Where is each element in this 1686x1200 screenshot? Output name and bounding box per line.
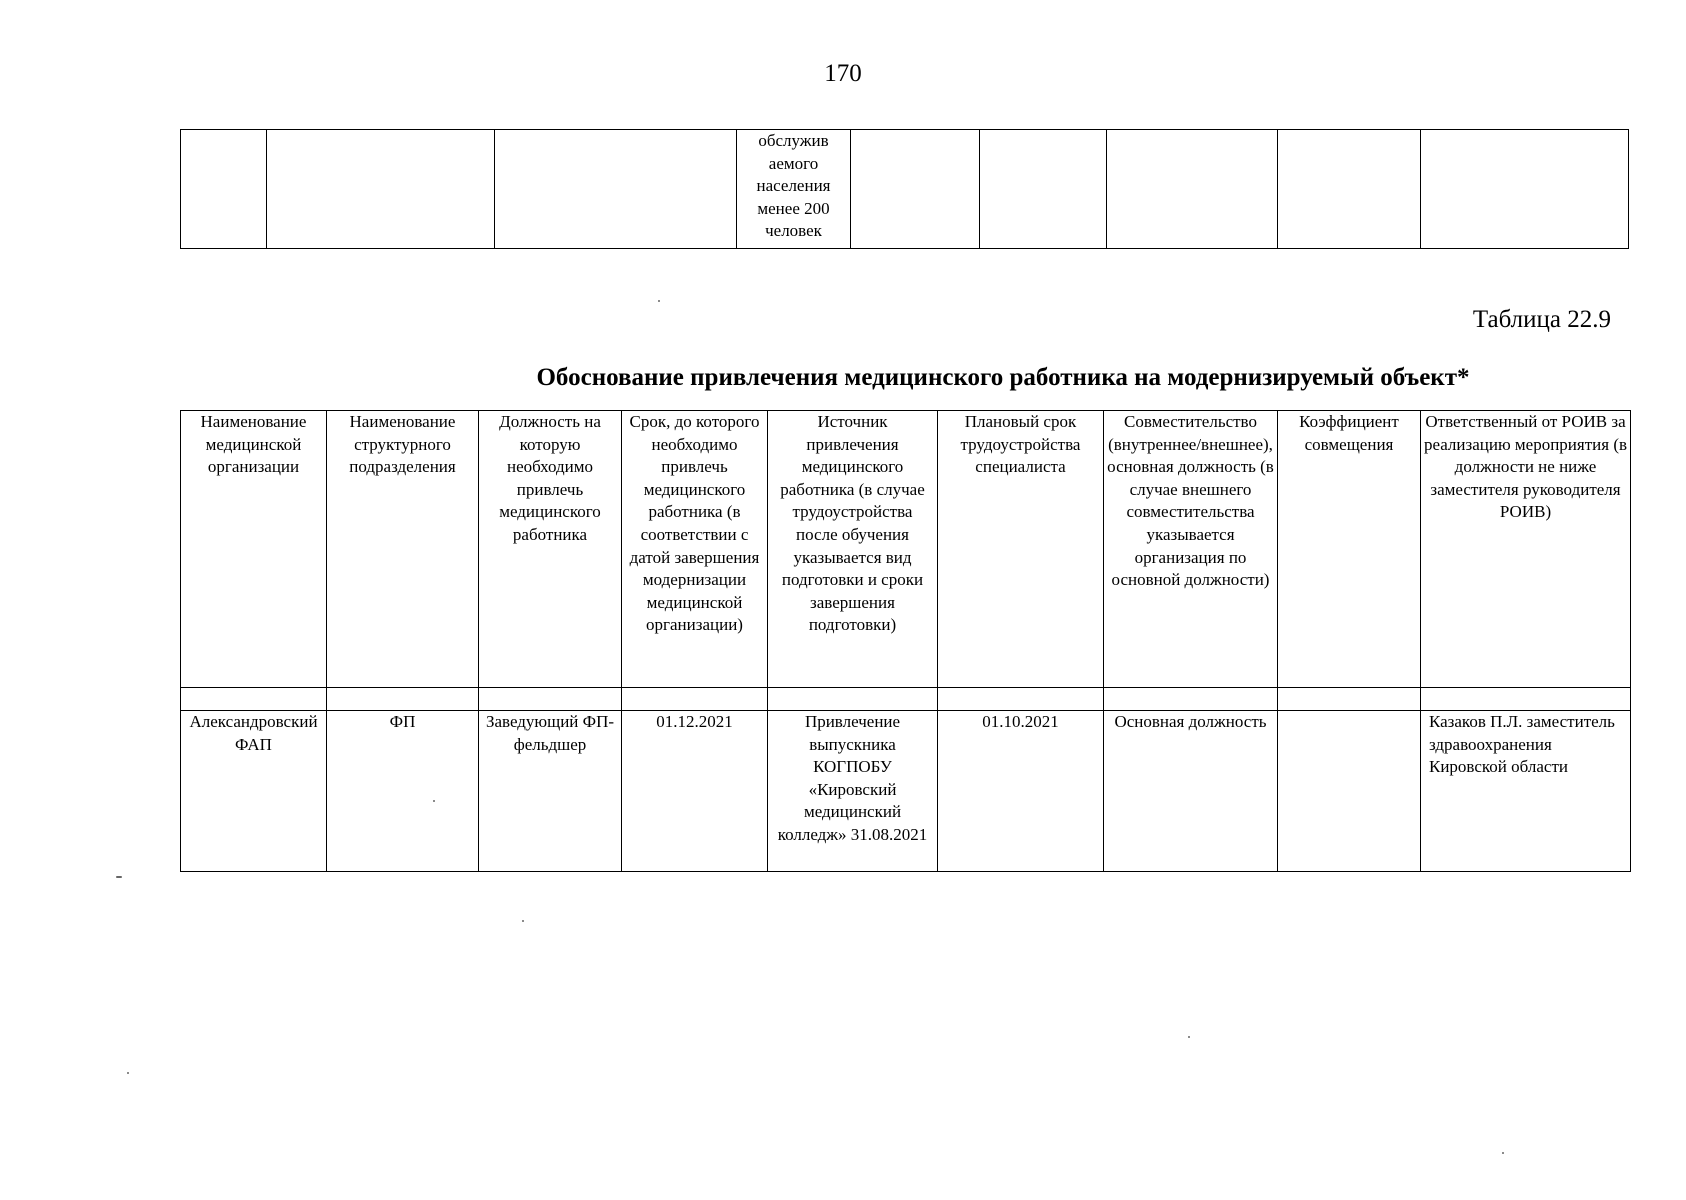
column-header: Плановый срок трудоустройства специалиста bbox=[938, 411, 1104, 688]
cell-combination: Основная должность bbox=[1104, 711, 1278, 872]
column-header: Совместительство (внутреннее/внешнее), основная должность (в случае внешнего совместительства указывается организация по основной должности) bbox=[1104, 411, 1278, 688]
cont-cell bbox=[495, 130, 737, 249]
table-label: Таблица 22.9 bbox=[1472, 306, 1611, 333]
cell-organization: Александровский ФАП bbox=[181, 711, 327, 872]
cont-cell bbox=[181, 130, 267, 249]
continuation-row bbox=[181, 130, 1629, 249]
scan-speck bbox=[433, 800, 435, 802]
column-header: Коэффициент совмещения bbox=[1278, 411, 1421, 688]
header-row bbox=[181, 411, 1631, 688]
cell-planned-date: 01.10.2021 bbox=[938, 711, 1104, 872]
cell-position: Заведующий ФП-фельдшер bbox=[479, 711, 622, 872]
empty-cell bbox=[1104, 688, 1278, 711]
column-header: Источник привлечения медицинского работника (в случае трудоустройства после обучения указывается вид подготовки и сроки завершения подготовки) bbox=[768, 411, 938, 688]
empty-cell bbox=[1421, 688, 1631, 711]
scan-speck bbox=[1188, 1036, 1190, 1038]
scan-speck bbox=[1502, 1152, 1504, 1154]
cell-subdivision: ФП bbox=[327, 711, 479, 872]
cont-cell bbox=[851, 130, 980, 249]
empty-cell bbox=[938, 688, 1104, 711]
empty-cell bbox=[1278, 688, 1421, 711]
main-table bbox=[180, 410, 1631, 872]
cell-deadline: 01.12.2021 bbox=[622, 711, 768, 872]
cell-coefficient bbox=[1278, 711, 1421, 872]
continuation-table bbox=[180, 129, 1629, 249]
cont-cell bbox=[980, 130, 1107, 249]
column-header: Наименование структурного подразделения bbox=[327, 411, 479, 688]
scan-speck bbox=[127, 1072, 129, 1074]
scan-speck bbox=[658, 300, 660, 302]
column-header: Должность на которую необходимо привлечь медицинского работника bbox=[479, 411, 622, 688]
empty-cell bbox=[768, 688, 938, 711]
empty-cell bbox=[181, 688, 327, 711]
column-header: Наименование медицинской организации bbox=[181, 411, 327, 688]
page-number: 170 bbox=[824, 60, 862, 87]
cont-cell: обслужив аемого населения менее 200 человек bbox=[737, 130, 851, 249]
cont-cell bbox=[1107, 130, 1278, 249]
cont-cell bbox=[1278, 130, 1421, 249]
empty-cell bbox=[327, 688, 479, 711]
spacer-row bbox=[181, 688, 1631, 711]
scan-speck bbox=[116, 876, 122, 878]
empty-cell bbox=[479, 688, 622, 711]
scan-speck bbox=[522, 920, 524, 922]
column-header: Ответственный от РОИВ за реализацию мероприятия (в должности не ниже заместителя руководителя РОИВ) bbox=[1421, 411, 1631, 688]
cont-cell bbox=[1421, 130, 1629, 249]
cell-responsible: Казаков П.Л. заместитель здравоохранения Кировской области bbox=[1421, 711, 1631, 872]
cell-source: Привлечение выпускника КОГПОБУ «Кировский медицинский колледж» 31.08.2021 bbox=[768, 711, 938, 872]
column-header: Срок, до которого необходимо привлечь медицинского работника (в соответствии с датой завершения модернизации медицинской организации) bbox=[622, 411, 768, 688]
cont-cell bbox=[267, 130, 495, 249]
empty-cell bbox=[622, 688, 768, 711]
table-title: Обоснование привлечения медицинского работника на модернизируемый объект* bbox=[536, 364, 1470, 391]
table-row bbox=[181, 711, 1631, 872]
